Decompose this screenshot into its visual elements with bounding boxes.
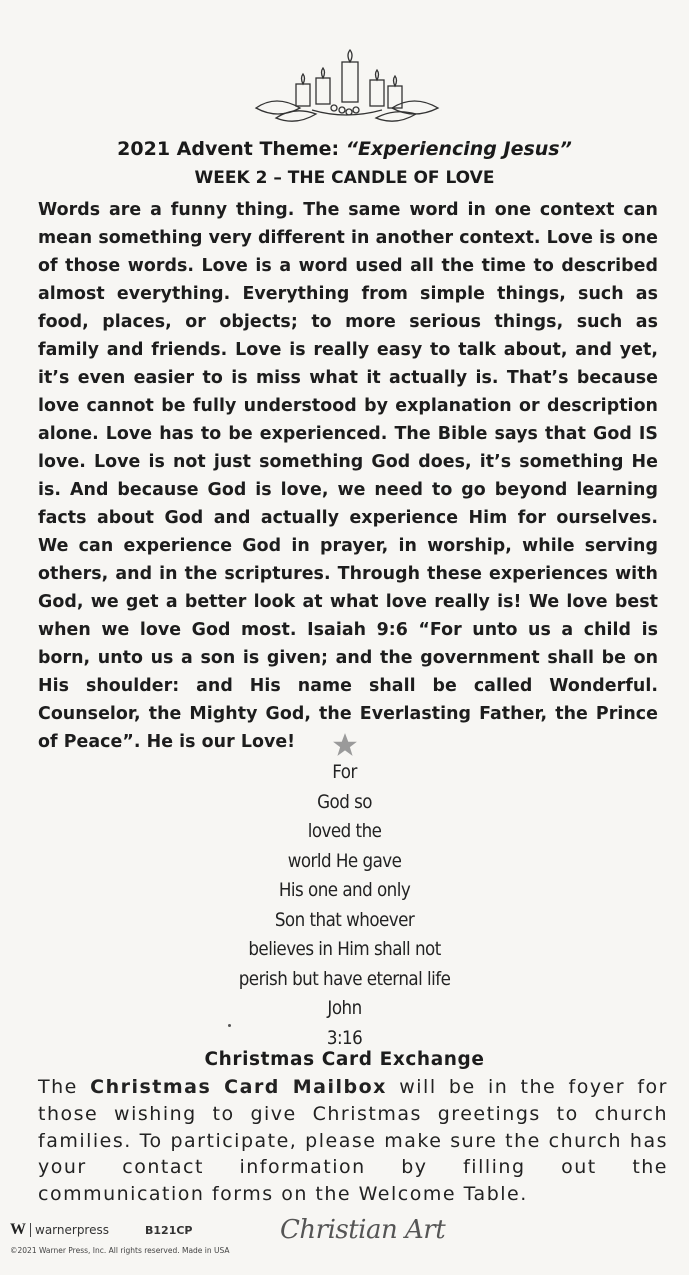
product-code: B121CP [145,1224,193,1237]
verse-line: believes in Him shall not [248,938,441,960]
verse-line: perish but have eternal life [238,967,451,990]
theme-title: “Experiencing Jesus” [345,138,572,160]
theme-prefix: 2021 Advent Theme: [117,138,346,160]
logo-divider [30,1223,31,1237]
verse-tree [41,758,647,1053]
publisher-name: warnerpress [35,1223,109,1237]
publisher-logo-mark: W [10,1221,26,1238]
verse-reference-book: John [327,997,362,1019]
verse-reference-chapter: 3:16 [326,1026,363,1049]
card-exchange-title: Christmas Card Exchange [204,1049,485,1070]
mailbox-phrase: Christmas Card Mailbox [90,1076,387,1098]
verse-line: His one and only [278,879,411,901]
week-title: WEEK 2 – THE CANDLE OF LOVE [194,168,495,188]
star-icon [331,732,359,758]
christian-art-logo: Christian Art [280,1215,446,1245]
card-exchange-text [38,1074,668,1208]
devotional-paragraph: Words are a funny thing. The same word in one context can mean something very different in another context. Love is one of those words. Love is a word used all the time to described almost everything. Everything from simple things, such as food, places, or objects; to more serious things, such as family and friends. Love is really easy to talk about, and yet, it’s even easier to is miss what it actually is. That’s because love cannot be fully understood by explanation or description alone. Love has to be experienced. The Bible says that God IS love. Love is not just something God does, it’s something He is. And because God is love, we need to go beyond learning facts about God and actually experience Him for ourselves. We can experience God in prayer, in worship, while serving others, and in the scriptures. Through these experiences with God, we get a better look at what love really is! We love best when we love God most. Isaiah 9:6 “For unto us a child is born, unto us a son is given; and the government shall be on His shoulder: and His name shall be called Wonderful. Counselor, the Mighty God, the Everlasting Father, the Prince of Peace”. He is our Love! [38,200,658,752]
verse-line: world He gave [287,849,402,872]
publisher-logo [10,1220,109,1240]
ink-speck [228,1024,231,1027]
exchange-text-start: The [38,1076,91,1098]
exchange-text-end: will be in the foyer for those wishing to give Christmas greetings to church families. To participate, please make sure the church has your contact information by filling out the communication forms on the Welcome Table. [38,1076,668,1206]
advent-wreath-illustration [246,48,446,128]
verse-line: loved the [307,820,382,842]
verse-line: For [332,761,357,783]
copyright-notice: ©2021 Warner Press, Inc. All rights reserved. Made in USA [10,1246,230,1255]
verse-line: Son that whoever [274,908,415,931]
advent-theme-heading [0,138,689,160]
verse-line: God so [317,790,373,813]
